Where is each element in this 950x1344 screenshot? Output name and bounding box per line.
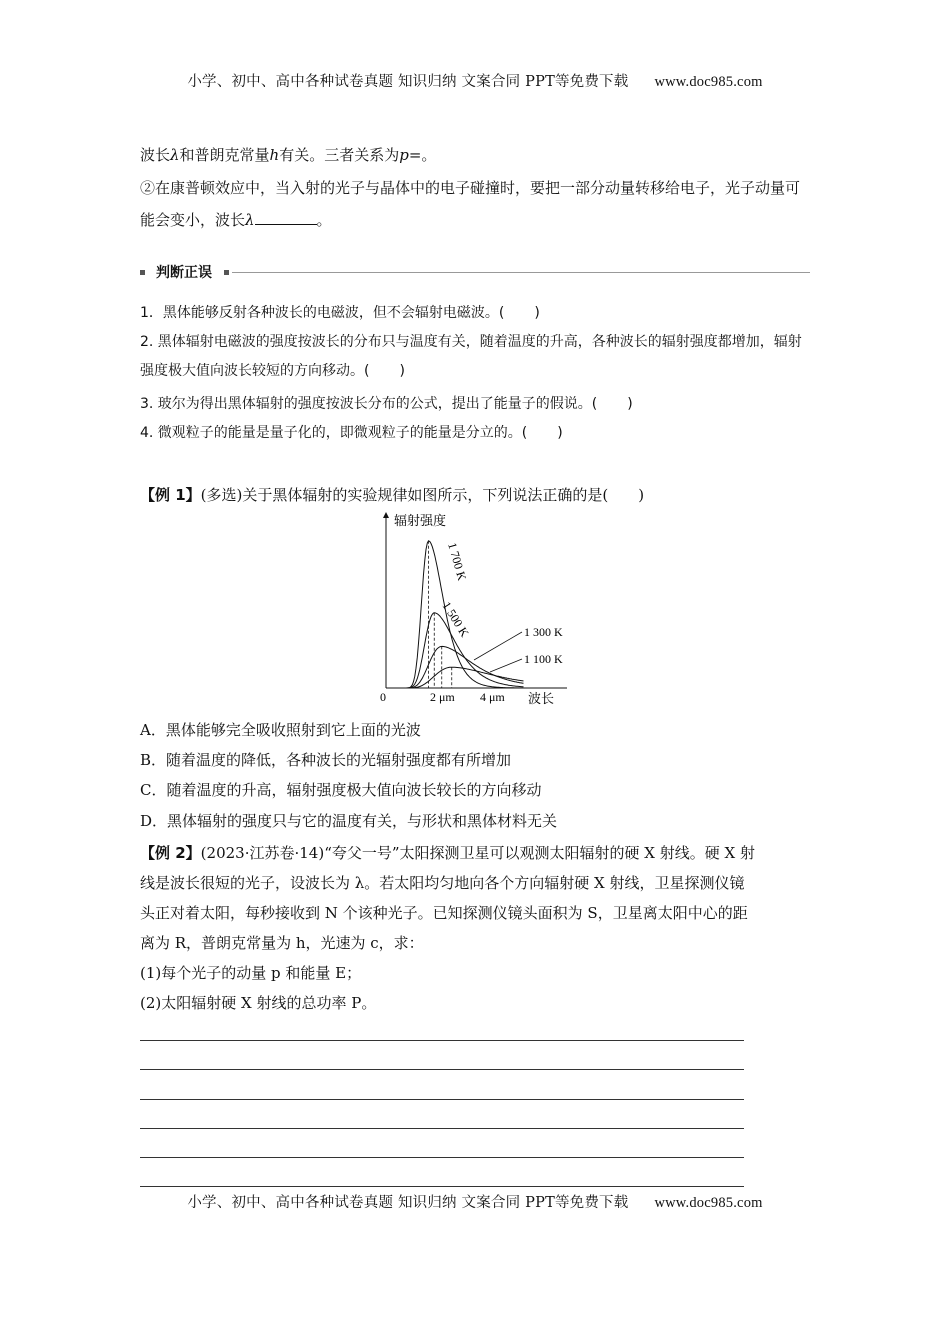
example2-line-1: 【例 2】(2023·江苏卷·14)“夸父一号”太阳探测卫星可以观测太阳辐射的硬 X 射线。硬 X 射	[140, 844, 755, 862]
leader-line-1100K	[490, 659, 522, 672]
example1-option-b: B．随着温度的降低，各种波长的光辐射强度都有所增加	[140, 751, 512, 769]
series-label-1700K: 1 700 K	[445, 540, 470, 583]
x-axis-label: 波长	[528, 691, 555, 706]
answer-line[interactable]	[140, 1099, 744, 1100]
example2-line-3: 头正对着太阳，每秒接收到 N 个该种光子。已知探测仪镜头面积为 S，卫星离太阳中心的距	[140, 904, 748, 922]
answer-blank[interactable]	[255, 210, 317, 225]
example1-option-d: D．黑体辐射的强度只与它的温度有关，与形状和黑体材料无关	[140, 812, 558, 830]
bullet-square-icon	[224, 270, 229, 275]
header-text: 小学、初中、高中各种试卷真题 知识归纳 文案合同 PPT等免费下载	[187, 74, 629, 90]
page-header	[0, 70, 950, 91]
bullet-square-icon	[140, 270, 145, 275]
x-tick-label: 4 μm	[480, 690, 505, 704]
page-footer	[0, 1191, 950, 1212]
answer-line[interactable]	[140, 1040, 744, 1041]
answer-line[interactable]	[140, 1069, 744, 1070]
answer-line[interactable]	[140, 1186, 744, 1187]
series-label-1100K: 1 100 K	[524, 652, 563, 666]
example2-label: 【例 2】	[140, 844, 201, 862]
leader-line-1300K	[474, 632, 522, 660]
example1-label: 【例 1】	[140, 486, 201, 504]
y-axis-label: 辐射强度	[394, 513, 447, 528]
judgement-item-4: 4. 微观粒子的能量是量子化的，即微观粒子的能量是分立的。( )	[140, 425, 563, 441]
example1-stem: 【例 1】(多选)关于黑体辐射的实验规律如图所示，下列说法正确的是( )	[140, 486, 645, 504]
section-title: 判断正误	[156, 265, 212, 281]
origin-label: 0	[380, 690, 386, 704]
series-label-1300K: 1 300 K	[524, 625, 563, 639]
intro-line-1: 波长λ和普朗克常量h有关。三者关系为p=。	[140, 146, 437, 164]
header-url[interactable]: www.doc985.com	[654, 74, 763, 90]
section-heading	[140, 262, 810, 284]
blackbody-chart	[372, 508, 572, 708]
x-tick-label: 2 μm	[430, 690, 455, 704]
intro-item-2: ②在康普顿效应中，当入射的光子与晶体中的电子碰撞时，要把一部分动量转移给电子，光子动量可能会变小，波长λ 。	[140, 179, 801, 229]
judgement-item-3: 3. 玻尔为得出黑体辐射的强度按波长分布的公式，提出了能量子的假说。( )	[140, 396, 633, 412]
example2-source: (2023·江苏卷·14)	[200, 844, 325, 862]
answer-line[interactable]	[140, 1157, 744, 1158]
example2-question-1: (1)每个光子的动量 p 和能量 E；	[140, 964, 362, 982]
example2-line-4: 离为 R，普朗克常量为 h，光速为 c，求：	[140, 934, 424, 952]
series-label-1500K: 1 500 K	[439, 599, 472, 640]
example2-question-2: (2)太阳辐射硬 X 射线的总功率 P。	[140, 994, 377, 1012]
example1-option-c: C．随着温度的升高，辐射强度极大值向波长较长的方向移动	[140, 781, 542, 799]
answer-line[interactable]	[140, 1128, 744, 1129]
example2-line-2: 线是波长很短的光子，设波长为 λ。若太阳均匀地向各个方向辐射硬 X 射线，卫星探测仪镜	[140, 874, 745, 892]
example1-option-a: A．黑体能够完全吸收照射到它上面的光波	[140, 721, 421, 739]
judgement-item-1: 1．黑体能够反射各种波长的电磁波，但不会辐射电磁波。( )	[140, 305, 540, 321]
judgement-item-2: 2. 黑体辐射电磁波的强度按波长的分布只与温度有关，随着温度的升高，各种波长的辐射强度都增加，辐射强度极大值向波长较短的方向移动。( )	[140, 334, 802, 379]
section-rule	[232, 272, 810, 273]
footer-text: 小学、初中、高中各种试卷真题 知识归纳 文案合同 PPT等免费下载	[187, 1195, 629, 1211]
footer-url[interactable]: www.doc985.com	[654, 1195, 763, 1211]
